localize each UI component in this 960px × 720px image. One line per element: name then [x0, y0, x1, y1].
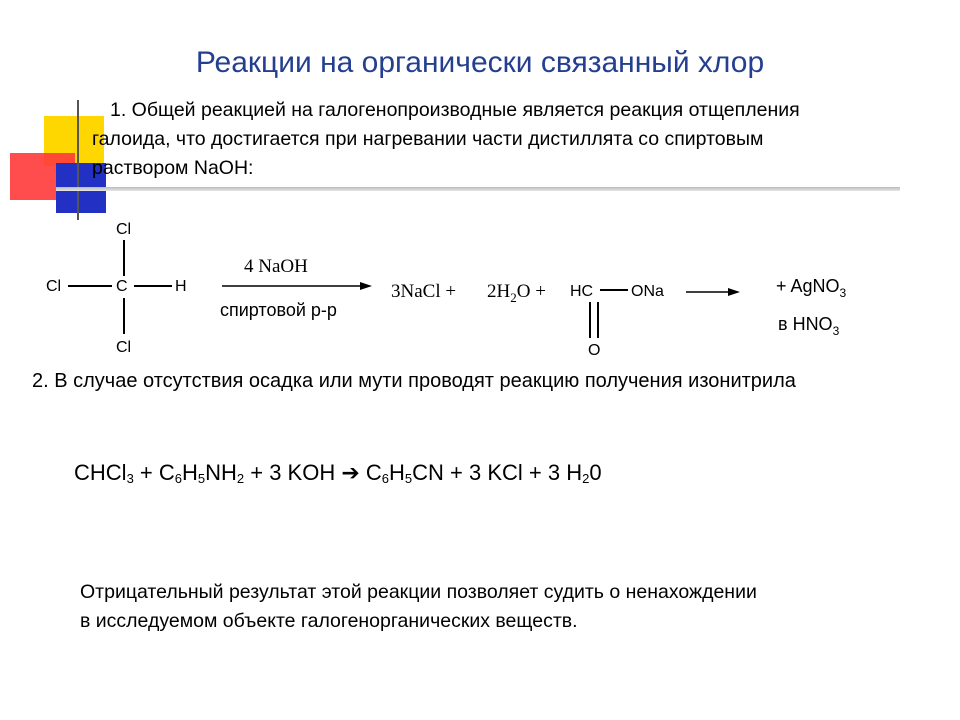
agno3-text: + AgNO — [776, 276, 840, 296]
note-line-1: Отрицательный результат этой реакции позволяет судить о ненахождении — [80, 581, 757, 603]
paragraph-1 — [92, 96, 960, 183]
product-water — [487, 281, 546, 305]
eq-sub: 2 — [582, 471, 590, 486]
eq-sub: 5 — [197, 471, 206, 486]
formate-o: O — [588, 342, 601, 359]
eq-part: H — [182, 460, 198, 485]
conclusion-note — [80, 578, 940, 636]
note-line-2: в исследуемом объекте галогенорганических веществ. — [80, 610, 578, 632]
eq-part: H — [389, 460, 405, 485]
eq-part: + C — [133, 460, 175, 485]
arrow-right-icon: ➔ — [341, 460, 360, 485]
eq-part: NH — [205, 460, 237, 485]
eq-sub: 5 — [404, 471, 413, 486]
eq-sub: 6 — [174, 471, 182, 486]
reaction-arrow-2-head — [728, 288, 740, 296]
paragraph-1-line-2: галоида, что достигается при нагревании части дистиллята со спиртовым — [92, 128, 764, 150]
slide-title: Реакции на органически связанный хлор — [195, 46, 765, 79]
chloroform-c: C — [116, 278, 128, 295]
chloroform-cl-left: Cl — [46, 278, 62, 295]
reagent-agno3 — [776, 276, 847, 300]
reaction-1-scheme — [0, 200, 960, 370]
hno3-text: в HNO — [778, 314, 833, 334]
water-sub: 2 — [510, 290, 517, 305]
agno3-sub: 3 — [839, 286, 847, 300]
hno3-sub: 3 — [832, 324, 840, 338]
eq-sub: 6 — [381, 471, 390, 486]
reagent-hno3 — [778, 314, 840, 338]
water-h: 2H — [487, 281, 511, 302]
eq-part: 0 — [589, 460, 602, 485]
formate-ona: ONa — [631, 283, 664, 300]
eq-part: C — [359, 460, 382, 485]
eq-part: CN + 3 KCl + 3 H — [412, 460, 583, 485]
eq-sub: 3 — [126, 471, 134, 486]
eq-sub: 2 — [236, 471, 245, 486]
chloroform-cl-bottom: Cl — [116, 339, 132, 356]
formate-hc: HC — [570, 283, 594, 300]
eq-part: + 3 KOH — [244, 460, 342, 485]
chloroform-cl-top: Cl — [116, 221, 132, 238]
product-nacl: 3NaCl + — [391, 281, 457, 302]
chloroform-h: H — [175, 278, 187, 295]
paragraph-2: 2. В случае отсутствия осадка или мути проводят реакцию получения изонитрила — [32, 370, 796, 392]
water-o: O + — [516, 281, 546, 302]
reaction-arrow-1-head — [360, 282, 372, 290]
reagent-naoh: 4 NaOH — [244, 256, 308, 277]
decor-horizontal-rule — [56, 187, 900, 191]
reaction-condition: спиртовой р-р — [220, 300, 337, 320]
paragraph-1-line-3: раствором NaOH: — [92, 157, 254, 179]
paragraph-1-line-1: 1. Общей реакцией на галогенопроизводные является реакция отщепления — [110, 99, 800, 121]
eq-chcl: CHCl — [74, 460, 127, 485]
isonitrile-equation — [74, 460, 602, 486]
